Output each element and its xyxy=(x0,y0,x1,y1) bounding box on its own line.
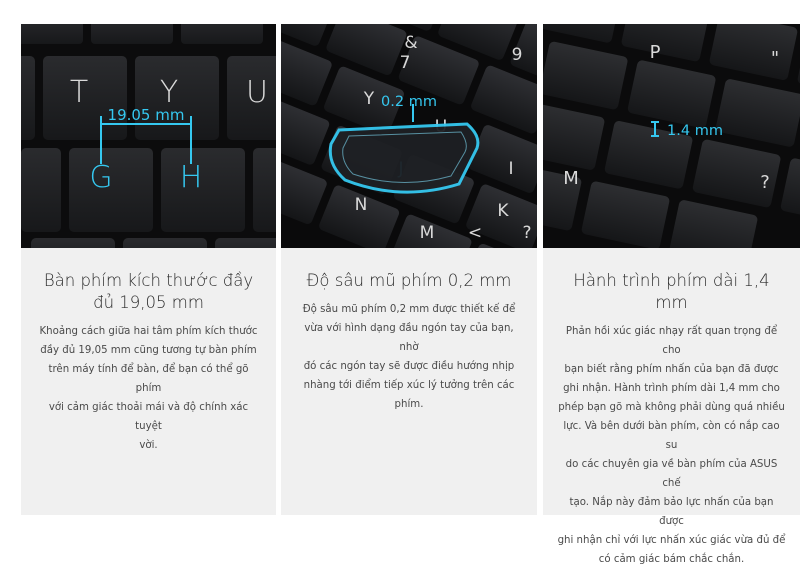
key-legend: K xyxy=(497,201,509,221)
highlighted-key xyxy=(330,124,478,192)
key-legend: " xyxy=(770,48,780,69)
key-legend: 7 xyxy=(399,53,411,73)
desc-line: đó các ngón tay sẽ được điều hướng nhịp xyxy=(303,361,515,372)
key-legend: P xyxy=(649,42,661,63)
desc-line: Độ sâu mũ phím 0,2 mm được thiết kế để xyxy=(302,304,516,315)
key-legend: ? xyxy=(760,172,770,193)
desc-line: có cảm giác bám chắc chắn. xyxy=(598,554,745,565)
key-legend: 9 xyxy=(511,45,523,65)
key-legend: I xyxy=(508,159,514,179)
measurement-callout: 1.4 mm xyxy=(667,123,723,139)
title-line: Bàn phím kích thước đầy xyxy=(43,271,254,290)
key-legend: ? xyxy=(522,223,532,243)
title-line: đủ 19,05 mm xyxy=(93,293,204,312)
desc-line: phím. xyxy=(394,399,424,410)
desc-line: ghi nhận chỉ với lực nhấn xúc giác vừa đủ để xyxy=(557,535,786,546)
key-legend: & xyxy=(404,33,418,53)
desc-line: với cảm giác thoải mái và độ chính xác tuyệt xyxy=(48,402,249,432)
key-legend: M xyxy=(419,223,435,243)
desc-line: Phản hồi xúc giác nhạy rất quan trọng để cho xyxy=(565,326,778,356)
feature-description xyxy=(557,322,786,569)
feature-card-key-travel xyxy=(543,24,800,565)
key-legend: U xyxy=(246,75,268,110)
measurement-callout: 0.2 mm xyxy=(381,94,437,110)
feature-card-key-size xyxy=(21,24,276,515)
desc-line: tạo. Nắp này đảm bảo lực nhấn của bạn được xyxy=(569,497,774,527)
keyboard-illustration xyxy=(281,24,537,248)
feature-title xyxy=(295,270,523,292)
keyboard-photo-key-size xyxy=(21,24,276,248)
key-legend: Y xyxy=(363,89,375,109)
keyboard-illustration xyxy=(21,24,276,248)
key-legend: < xyxy=(467,223,483,243)
feature-card-keycap-dish xyxy=(281,24,537,515)
key-legend: M xyxy=(563,168,579,189)
desc-line: nhàng tới điểm tiếp xúc lý tưởng trên các xyxy=(303,380,515,391)
desc-line: Khoảng cách giữa hai tâm phím kích thước xyxy=(39,326,258,337)
feature-title xyxy=(35,270,262,314)
feature-description xyxy=(35,322,262,455)
key-legend: Y xyxy=(159,75,179,110)
feature-description xyxy=(295,300,523,414)
key-legend: N xyxy=(354,195,368,215)
measurement-callout: 19.05 mm xyxy=(107,106,185,124)
desc-line: lực. Và bên dưới bàn phím, còn có nắp cao su xyxy=(563,421,780,451)
feature-title xyxy=(557,270,786,314)
desc-line: do các chuyên gia về bàn phím của ASUS chế xyxy=(565,459,778,489)
desc-line: bạn biết rằng phím nhấn của bạn đã được xyxy=(564,364,779,375)
keyboard-photo-keycap-dish xyxy=(281,24,537,248)
title-line: Độ sâu mũ phím 0,2 mm xyxy=(306,271,512,290)
desc-line: trên máy tính để bàn, để bạn có thể gõ phím xyxy=(48,364,249,394)
key-legend: H xyxy=(179,160,203,195)
title-line: mm xyxy=(655,293,688,312)
keyboard-illustration xyxy=(543,24,800,248)
title-line: Hành trình phím dài 1,4 xyxy=(573,271,770,290)
key-legend: G xyxy=(89,160,113,195)
desc-line: vời. xyxy=(139,440,158,451)
desc-line: phép bạn gõ mà không phải dùng quá nhiều xyxy=(558,402,785,413)
desc-line: đầy đủ 19,05 mm cũng tương tự bàn phím xyxy=(40,345,257,356)
desc-line: ghi nhận. Hành trình phím dài 1,4 mm cho xyxy=(563,383,780,394)
desc-line: vừa với hình dạng đầu ngón tay của bạn, nhờ xyxy=(304,323,514,353)
keyboard-photo-key-travel xyxy=(543,24,800,248)
key-legend: T xyxy=(69,75,89,110)
